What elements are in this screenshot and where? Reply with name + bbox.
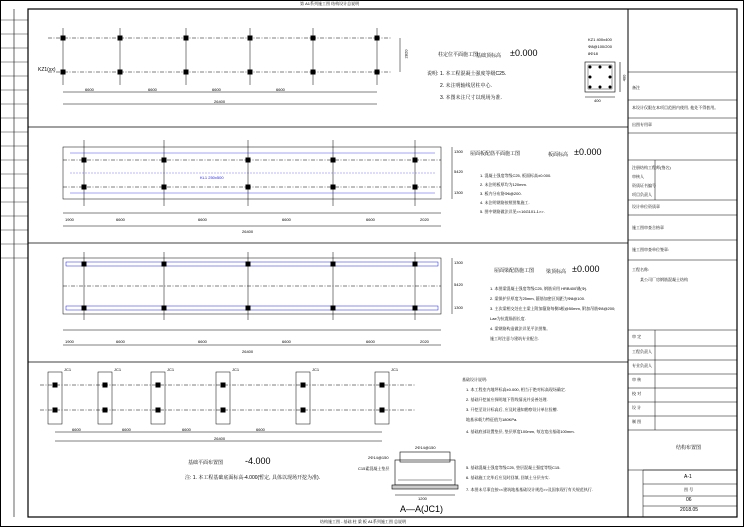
tb-row-3: 专业负责人 <box>632 363 652 368</box>
sec-name: A—A(JC1) <box>400 504 444 514</box>
sec-side-bar: 2Φ14@150 <box>368 455 389 460</box>
p3-note-3: 3. 主次梁相交处在主梁上附加箍筋每侧3根@50mm, 附加吊筋Φ8@200; <box>490 306 616 311</box>
p4-note-8: 7. 本图未尽事宜按<<建筑地基基础设计规范>>及国家现行有关规范执行. <box>466 487 593 492</box>
p2-note-5: 5. 图中钢筋做法详见<<16G101-1>>. <box>480 209 545 214</box>
p2-level-label: 板面标高 <box>548 152 569 158</box>
tb-unit-stamp: 设计单位资质章 <box>632 204 660 209</box>
p2-dim-v-2: 5420 <box>454 169 463 174</box>
tb-approve: 注册结构工程师(签名) <box>632 165 671 170</box>
p4-notes-head: 基础设计说明: <box>462 377 488 382</box>
tb-project: 某公司厂房钢筋混凝土结构 <box>640 277 688 282</box>
p1-span-1: 6600 <box>85 87 94 92</box>
p2-span-1: 1900 <box>65 217 74 222</box>
p2-level: ±0.000 <box>574 147 602 157</box>
p1-level-label: 基础顶标高 <box>476 53 502 59</box>
sec-pad: C15素混凝土垫层 <box>358 466 390 471</box>
p3-note-4: Lae为抗震锚固长度. <box>490 316 526 321</box>
tb-client: 施工图审查合格章 <box>632 225 664 230</box>
kz-name: KZ1 400x400 <box>588 37 612 42</box>
kz-bars: 8Φ18 <box>588 51 598 56</box>
tb-note-line: 本设计仅限在本项目范围内使用, 他处不得套用。 <box>632 105 719 110</box>
p1-span-2: 6600 <box>148 87 157 92</box>
p2-note-3: 3. 板内分布筋Φ6@200. <box>480 191 522 196</box>
tb-row-6: 设 计 <box>632 405 642 410</box>
p4-title: 基础平面布置图 <box>188 460 224 466</box>
p3-note-6: 施工时注意与建筑专业配合. <box>490 336 540 341</box>
tb-cert: 资质证书编号 <box>632 183 656 188</box>
tb-reviewer: 审核人 <box>632 174 644 179</box>
p3-span-4: 6600 <box>282 339 291 344</box>
p2-span-2: 6600 <box>116 217 125 222</box>
p2-span-5: 6600 <box>366 217 375 222</box>
sheet-bottom-title: 结构施工图 - 基础 柱 梁 板 A1系列施工图 总说明 <box>320 519 407 524</box>
p4-note-1: 1. 本工程室内地坪标高±0.000, 相当于绝对标高现场确定. <box>466 387 566 392</box>
tb-row-5: 校 对 <box>632 391 642 396</box>
p2-span-3: 6600 <box>198 217 207 222</box>
p4-jc-label-5: JC1 <box>312 367 320 372</box>
p3-level: ±0.000 <box>572 264 600 274</box>
p3-note-5: 4. 梁钢筋构造做法详见平法图集, <box>490 326 548 331</box>
sheet-top-title: 第 A1系列施工图 结构设计总说明 <box>300 1 360 6</box>
p4-span-1: 6600 <box>72 427 81 432</box>
p1-total: 26400 <box>214 99 226 104</box>
p4-note-2: 2. 基础开挖前应探明地下管线情况并妥善处理. <box>466 397 548 402</box>
panel2-columns <box>82 158 418 190</box>
p1-span-4: 6600 <box>276 87 285 92</box>
p4-jc-label-1: JC1 <box>64 367 72 372</box>
p4-span-3: 6600 <box>182 427 191 432</box>
section-aa-detail <box>392 452 458 495</box>
tb-sheet-word: 图 号 <box>684 487 694 492</box>
outer-frame <box>1 1 744 527</box>
p1-kz-label: KZ1(xx) <box>38 67 56 73</box>
p3-span-6: 2020 <box>420 339 429 344</box>
p2-beam-label: KL1 250x500 <box>200 175 224 180</box>
panel4-columns <box>53 383 385 413</box>
panel3-beam-plan <box>63 252 452 345</box>
p1-level: ±0.000 <box>510 48 538 58</box>
p3-dim-v-3: 1300 <box>454 305 463 310</box>
tb-drawing-title: 结构布置图 <box>676 445 702 451</box>
kz1-section-detail <box>585 62 620 97</box>
kz-stir: Φ8@100/200 <box>588 44 612 49</box>
tb-row-2: 工程负责人 <box>632 349 652 354</box>
tb-ver: 06 <box>686 497 692 503</box>
p2-note-1: 1. 混凝土强度等级C25, 板面标高±0.000. <box>480 173 552 178</box>
p4-span-4: 6600 <box>256 427 265 432</box>
p4-note-6: 5. 基础混凝土强度等级C25, 垫层混凝土强度等级C15. <box>466 465 561 470</box>
p3-span-3: 6600 <box>198 339 207 344</box>
panel1-columns <box>61 36 380 75</box>
sec-top-bar: 2Φ14@150 <box>415 445 436 450</box>
tb-leader: 项目负责人 <box>632 192 652 197</box>
tb-row-4: 审 核 <box>632 377 642 382</box>
tb-project-lbl: 工程名称: <box>632 267 650 272</box>
panel1-column-plan <box>48 28 400 104</box>
sec-width: 1200 <box>418 496 427 501</box>
p4-jc-label-2: JC1 <box>114 367 122 372</box>
p3-note-2: 2. 梁保护层厚度为25mm, 箍筋加密区间距为Φ8@100. <box>490 296 586 301</box>
p3-span-2: 6600 <box>116 339 125 344</box>
p1-note-2: 2. 未注明轴线居柱中心. <box>440 83 492 89</box>
p1-note-3: 3. 本图未注尺寸以现场为准. <box>440 95 502 101</box>
panel4-foundation-plan <box>40 372 415 441</box>
p3-total: 26400 <box>242 349 254 354</box>
panel2-slab-plan <box>63 140 452 226</box>
p1-note-1: 1. 本工程混凝土强度等级C25. <box>440 71 507 77</box>
p2-note-4: 4. 未注明钢筋按照图集施工. <box>480 200 530 205</box>
tb-owner: 施工图审查单位签章: <box>632 247 670 252</box>
p2-note-2: 2. 未注明板厚均为120mm. <box>480 182 527 187</box>
p3-title: 屋面梁配筋施工图 <box>494 268 535 274</box>
p4-note: 注: 1. 本工程基础底面标高-4.000(暂定, 具体以现场开挖为准). <box>185 475 321 481</box>
kz-h: 400 <box>621 74 627 82</box>
kz-w: 400 <box>594 98 601 103</box>
p3-span-5: 6600 <box>366 339 375 344</box>
p1-span-3: 6600 <box>212 87 221 92</box>
tb-sheet-no: A-1 <box>684 474 692 480</box>
tb-row-1: 审 定 <box>632 334 642 339</box>
p4-jc-label-3: JC1 <box>167 367 175 372</box>
p2-dim-v-3: 1300 <box>454 190 463 195</box>
p2-total: 26400 <box>242 229 254 234</box>
p4-level: -4.000 <box>245 456 271 466</box>
p1-notes-head: 说明: <box>427 71 439 77</box>
p4-total: 26400 <box>214 436 226 441</box>
p3-dim-v-1: 1300 <box>454 260 463 265</box>
p3-span-1: 1900 <box>65 339 74 344</box>
p2-span-4: 6600 <box>282 217 291 222</box>
p1-title: 柱定位平面施工图 <box>438 52 479 58</box>
p2-title: 屋面板配筋平面施工图 <box>470 151 521 157</box>
tb-remark: 备注 <box>632 85 640 90</box>
tb-date: 2018.05 <box>680 507 699 513</box>
p3-dim-v-2: 5420 <box>454 282 463 287</box>
p2-dim-v-1: 1300 <box>454 149 463 154</box>
p4-span-2: 6600 <box>122 427 131 432</box>
p3-note-1: 1. 本图梁混凝土强度等级C25, 钢筋采用 HRB400钢(Φ). <box>490 286 588 291</box>
p4-note-5: 4. 基础底部设置垫层, 垫层厚度100mm, 每边宽出基础100mm. <box>466 429 575 434</box>
p3-level-label: 梁顶标高 <box>546 269 567 275</box>
p2-span-6: 2020 <box>420 217 429 222</box>
p4-note-3: 3. 开挖至设计标高后, 应及时通知勘察设计单位验槽. <box>466 407 558 412</box>
tb-stamp: 出图专用章 <box>632 122 652 127</box>
p4-jc-label-4: JC1 <box>232 367 240 372</box>
p1-dim-v: 2820 <box>403 49 409 59</box>
p4-note-7: 6. 基础施工完毕后应及时回填, 回填土分层夯实. <box>466 475 550 480</box>
tb-row-7: 制 图 <box>632 419 642 424</box>
p4-jc-label-6: JC1 <box>391 367 399 372</box>
p4-note-4: 地基承载力特征值为180KPa. <box>466 417 518 422</box>
